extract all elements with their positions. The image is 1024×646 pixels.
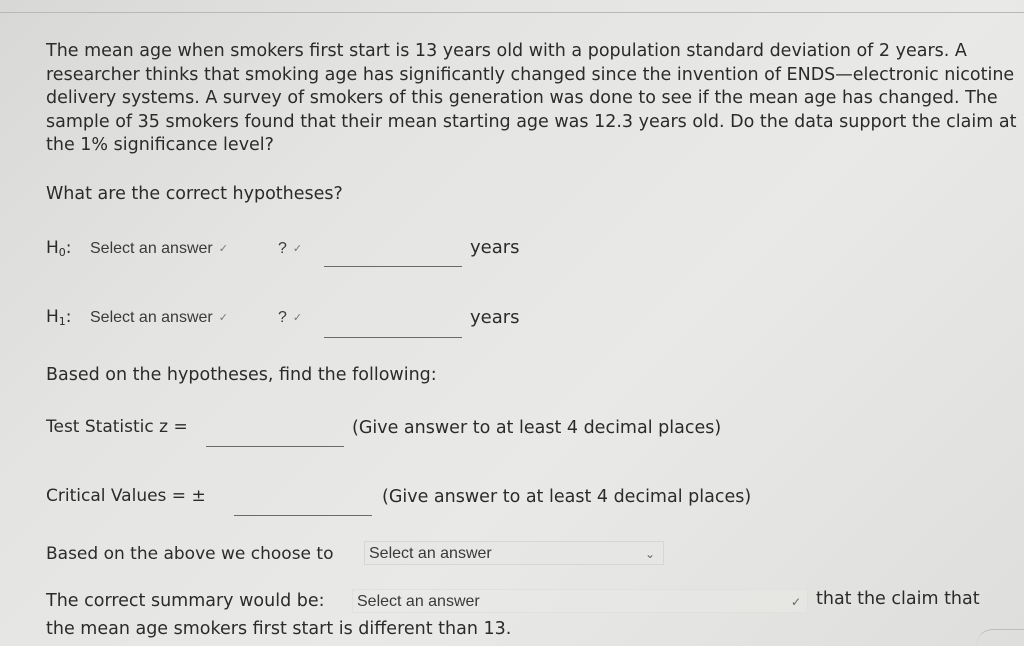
chevron-down-icon: ✓ [790,595,801,609]
summary-select-value: Select an answer [357,593,480,610]
hypotheses-prompt: What are the correct hypotheses? [46,184,343,204]
h1-answer-select[interactable]: Select an answer ✓ [90,309,228,326]
decision-select[interactable] [364,541,664,565]
find-prompt: Based on the hypotheses, find the following: [46,365,437,385]
critical-values-label: Critical Values = ± [46,486,206,506]
chevron-down-icon: ✓ [218,312,228,324]
corner-edge [976,629,1024,646]
decision-label: Based on the above we choose to [46,544,334,564]
chevron-down-icon: ✓ [292,243,303,255]
h1-value-input[interactable] [324,337,462,338]
chevron-down-icon: ✓ [218,243,228,255]
summary-select[interactable] [352,589,808,613]
h1-label: $H_1$: [46,307,72,328]
summary-label: The correct summary would be: [46,591,325,611]
top-divider [0,12,1024,13]
chevron-down-icon: ⌄ [644,547,655,561]
test-stat-hint: (Give answer to at least 4 decimal places) [352,418,722,438]
h0-value-input[interactable] [324,266,462,267]
chevron-down-icon: ✓ [292,312,303,324]
h0-units: years [470,237,520,258]
h0-label: $H_0$: [46,238,72,259]
h1-units: years [470,307,520,328]
summary-line2: the mean age smokers first start is different than 13. [46,619,512,639]
test-stat-label: Test Statistic z = [46,417,188,437]
test-stat-input[interactable] [206,446,344,447]
question-text: The mean age when smokers first start is 13 years old with a population standard deviation of 2 years. A researcher thinks that smoking age has significantly changed since the invention of ENDS—electronic nicotine delivery systems. A survey of smokers of this generation was done to see if the mean age has changed. The sample of 35 smokers found that their mean starting age was 12.3 years old. Do the data support the claim at the 1% significance level? [46,41,1017,155]
summary-tail: that the claim that [816,589,980,609]
critical-values-input[interactable] [234,515,372,516]
h1-operator-select[interactable]: ? ✓ [278,309,303,326]
decision-select-value: Select an answer [369,545,492,562]
h0-operator-select[interactable]: ? ✓ [278,240,303,257]
critical-values-hint: (Give answer to at least 4 decimal places) [382,487,752,507]
h0-answer-select[interactable]: Select an answer ✓ [90,240,228,257]
